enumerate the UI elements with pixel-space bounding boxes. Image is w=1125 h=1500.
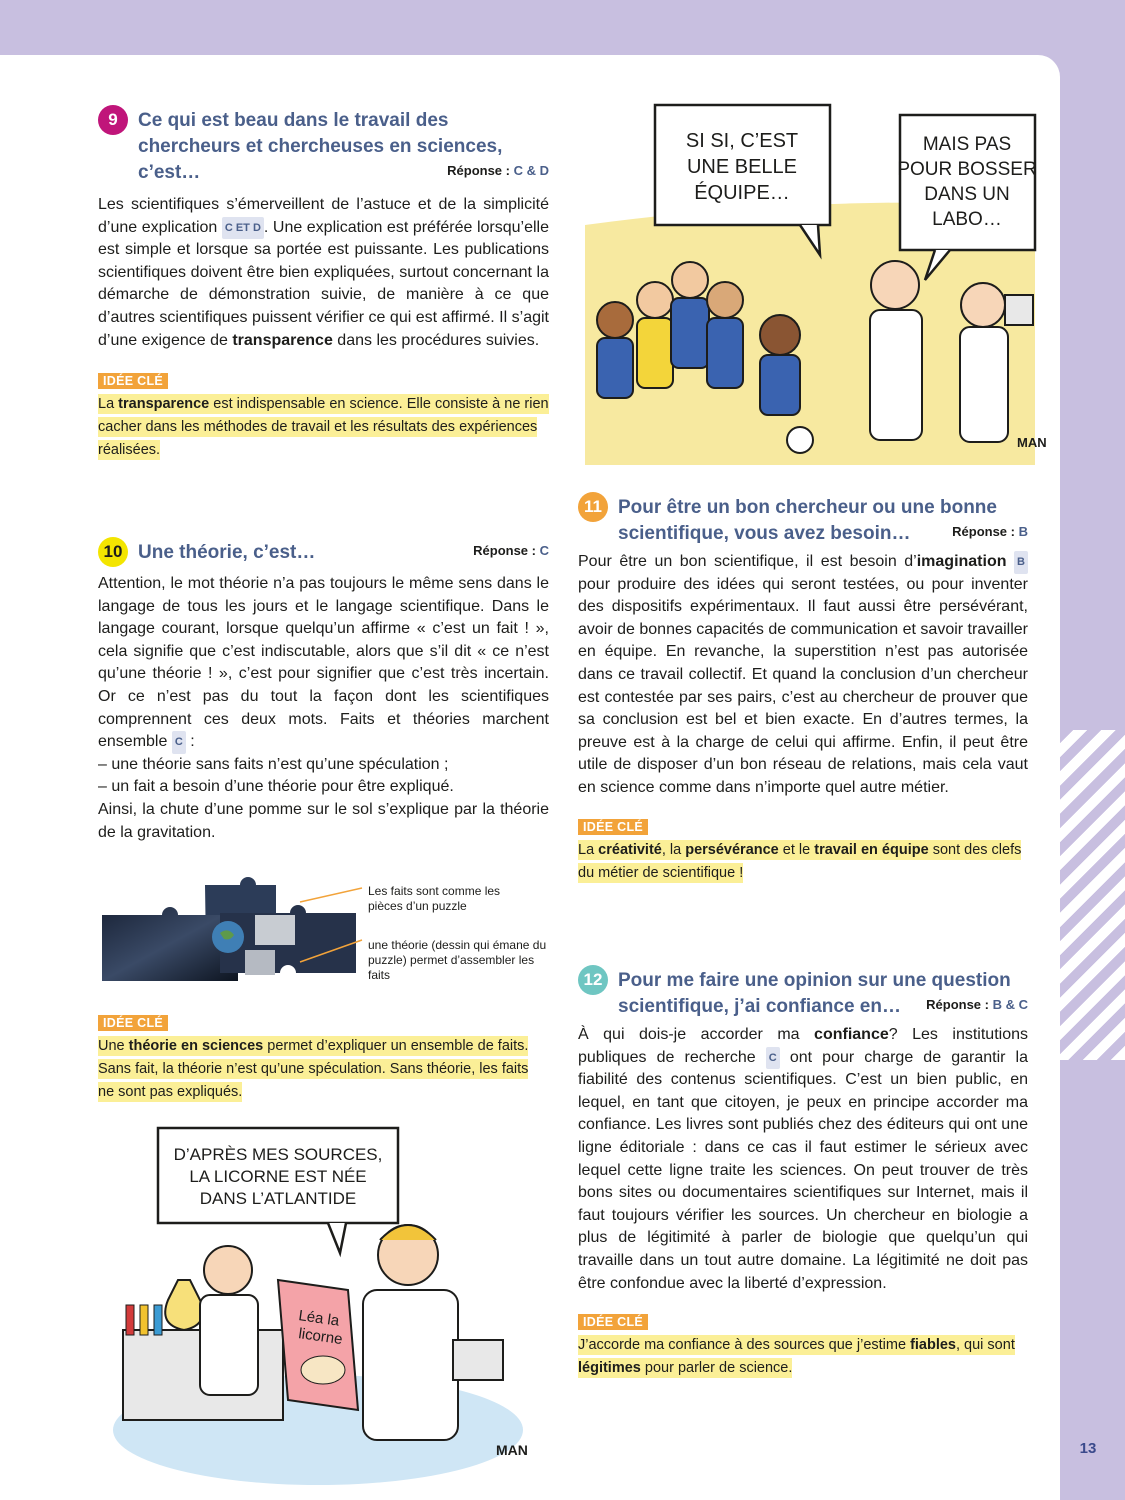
bubble-line: POUR BOSSER [897,159,1037,180]
bubble-line: SI SI, C’EST [685,130,799,152]
question-10-body: Attention, le mot théorie n’a pas toujours le même sens dans le langage de tous les jours et le langage scientifique. Dans le langage courant, lorsque quelqu’un affirme « c’est un fait ! », cela signifie que c’est indiscutable, alors que s’il dit « ce n’est qu’une théorie ! », c’est pour signifier que c’est très incertain. Or ce n’est pas du tout la façon dont les scientifiques comprennent ces deux mots. Faits et théories marchent ensemble C : – une théorie sans faits n’est qu’une spéculation ; – un fait a besoin d’une théorie pour être expliqué. Ainsi, la chute d’une pomme sur le sol s’explique par la théorie de la gravitation. [98,575,549,841]
puzzle-label-facts: Les faits sont comme les pièces d’un puzzle [368,884,501,913]
puzzle-arrows [300,880,370,960]
key-idea-9 [98,372,549,462]
answer-tag: C ET D [222,217,264,240]
page-number: 13 [1079,1440,1097,1457]
key-idea-label: IDÉE CLÉ [98,373,168,389]
question-10-number: 10 [98,537,128,567]
bubble-line: LABO… [932,209,1002,230]
question-9-number: 9 [98,105,128,135]
question-9-title: Ce qui est beau dans le travail des chercheurs et chercheuses en sciences, c’est… [138,110,503,183]
question-10-answer: Réponse : C [473,543,549,558]
key-idea-11 [578,818,1028,885]
bubble-line: MAIS PAS [922,134,1012,155]
question-12-heading [578,968,1028,1020]
cartoon-signature: MAN [496,1442,528,1458]
book-title-line: Léa la [297,1307,341,1330]
answer-tag: B [1014,551,1028,574]
puzzle-label-theory: une théorie (dessin qui émane du puzzle) permet d’assembler les faits [368,938,547,982]
key-idea-12 [578,1313,1028,1380]
key-idea-10 [98,1014,538,1104]
question-12-body: À qui dois-je accorder ma confiance? Les institutions publiques de recherche C ont pour charge de garantir la fiabilité des contenus scientifiques. C’est un bien public, en lequel, en tant que citoyen, je peux en principe accorder ma confiance. Les livres sont publiés chez des éditeurs qui ont une ligne éditoriale : dans ce cas il faut estimer le sérieux avec lequel cette ligne traite les sciences. On peut trouver de très bons sites ou documentaires scientifiques sur Internet, mais il faut toujours vérifier les sources. Un chercheur en biologie a plus de légitimité à parler de biologie que quelqu’un qui travaille dans un tout autre domaine. La légitimité ne doit pas être confondue avec la liberté d’expression. [578,1026,1029,1292]
key-idea-text: La créativité, la persévérance et le travail en équipe sont des clefs du métier de scientifique ! [578,841,1022,881]
question-12-number: 12 [578,965,608,995]
question-9-heading [98,108,549,186]
question-11-body: Pour être un bon scientifique, il est besoin d’imagination B pour produire des idées qui seront testées, ou pour inventer des dispositifs expérimentaux. Il faut aussi être persévérant, avoir de bonnes capacités de communication et savoir travailler en équipe. En revanche, la superstition n’est pas autorisée dans ce travail collectif. Et quand la conclusion d’un chercheur est contestée par ses pairs, c’est au chercheur de prouver que sa conclusion est bel et bien exacte. En d’autres termes, la preuve est à la charge de celui qui affirme. Enfin, il peut être utile de disposer d’un bon réseau de relations, mais cela vaut en science comme dans n’importe quel autre métier. [578,553,1029,796]
question-9-body: Les scientifiques s’émerveillent de l’astuce et de la simplicité d’une explication C ET D . Une explication est préférée lorsqu’elle est simple et lorsque sa portée est puissante. Les publications scientifiques doivent être bien expliquées, surtout concernant la démarche de démonstration suivie, de manière à ce que d’autres scientifiques puissent vérifier ce qui est affirmé. Il s’agit d’une exigence de transparence dans les procédures suivies. [98,196,549,349]
question-12 [578,968,1028,1380]
key-idea-label: IDÉE CLÉ [578,819,648,835]
question-10-title: Une théorie, c’est… [138,542,316,563]
key-idea-text: Une théorie en sciences permet d’expliquer un ensemble de faits. Sans fait, la théorie n’est qu’une spéculation. Sans théorie, les faits ne sont pas expliqués. [98,1038,529,1100]
question-12-title: Pour me faire une opinion sur une question scientifique, j’ai confiance en… [618,970,1011,1017]
question-12-answer: Réponse : B & C [926,997,1028,1012]
answer-tag: C [172,731,186,754]
question-10 [98,540,549,844]
question-11-title: Pour être un bon chercheur ou une bonne scientifique, vous avez besoin… [618,497,997,544]
bubble-line: ÉQUIPE… [694,182,790,204]
question-9 [98,108,549,462]
question-11-heading [578,495,1028,547]
key-idea-text: La transparence est indispensable en science. Elle consiste à ne rien cacher dans les méthodes de travail et les résultats des expériences réalisées. [98,396,549,459]
question-11-answer: Réponse : B [952,524,1028,539]
bubble-line: UNE BELLE [686,156,798,178]
cartoon-team [585,95,1047,465]
answer-tag: C [766,1047,780,1070]
key-idea-label: IDÉE CLÉ [578,1314,648,1330]
cartoon-unicorn [118,1120,528,1465]
book-title-line: licorne [297,1325,344,1349]
bubble-line: D’APRÈS MES SOURCES, [173,1145,383,1164]
question-9-answer: Réponse : C & D [447,163,549,178]
key-idea-label: IDÉE CLÉ [98,1015,168,1031]
bubble-line: LA LICORNE EST NÉE [189,1167,367,1186]
question-11-number: 11 [578,492,608,522]
question-10-heading [98,540,549,567]
decorative-stripes [1060,730,1125,1060]
key-idea-text: J’accorde ma confiance à des sources que j’estime fiables, qui sont légitimes pour parler de science. [578,1337,1015,1377]
bubble-line: DANS L’ATLANTIDE [199,1189,357,1208]
question-11 [578,495,1028,885]
bubble-line: DANS UN [924,184,1010,205]
cartoon-signature: MAN [1017,435,1047,450]
